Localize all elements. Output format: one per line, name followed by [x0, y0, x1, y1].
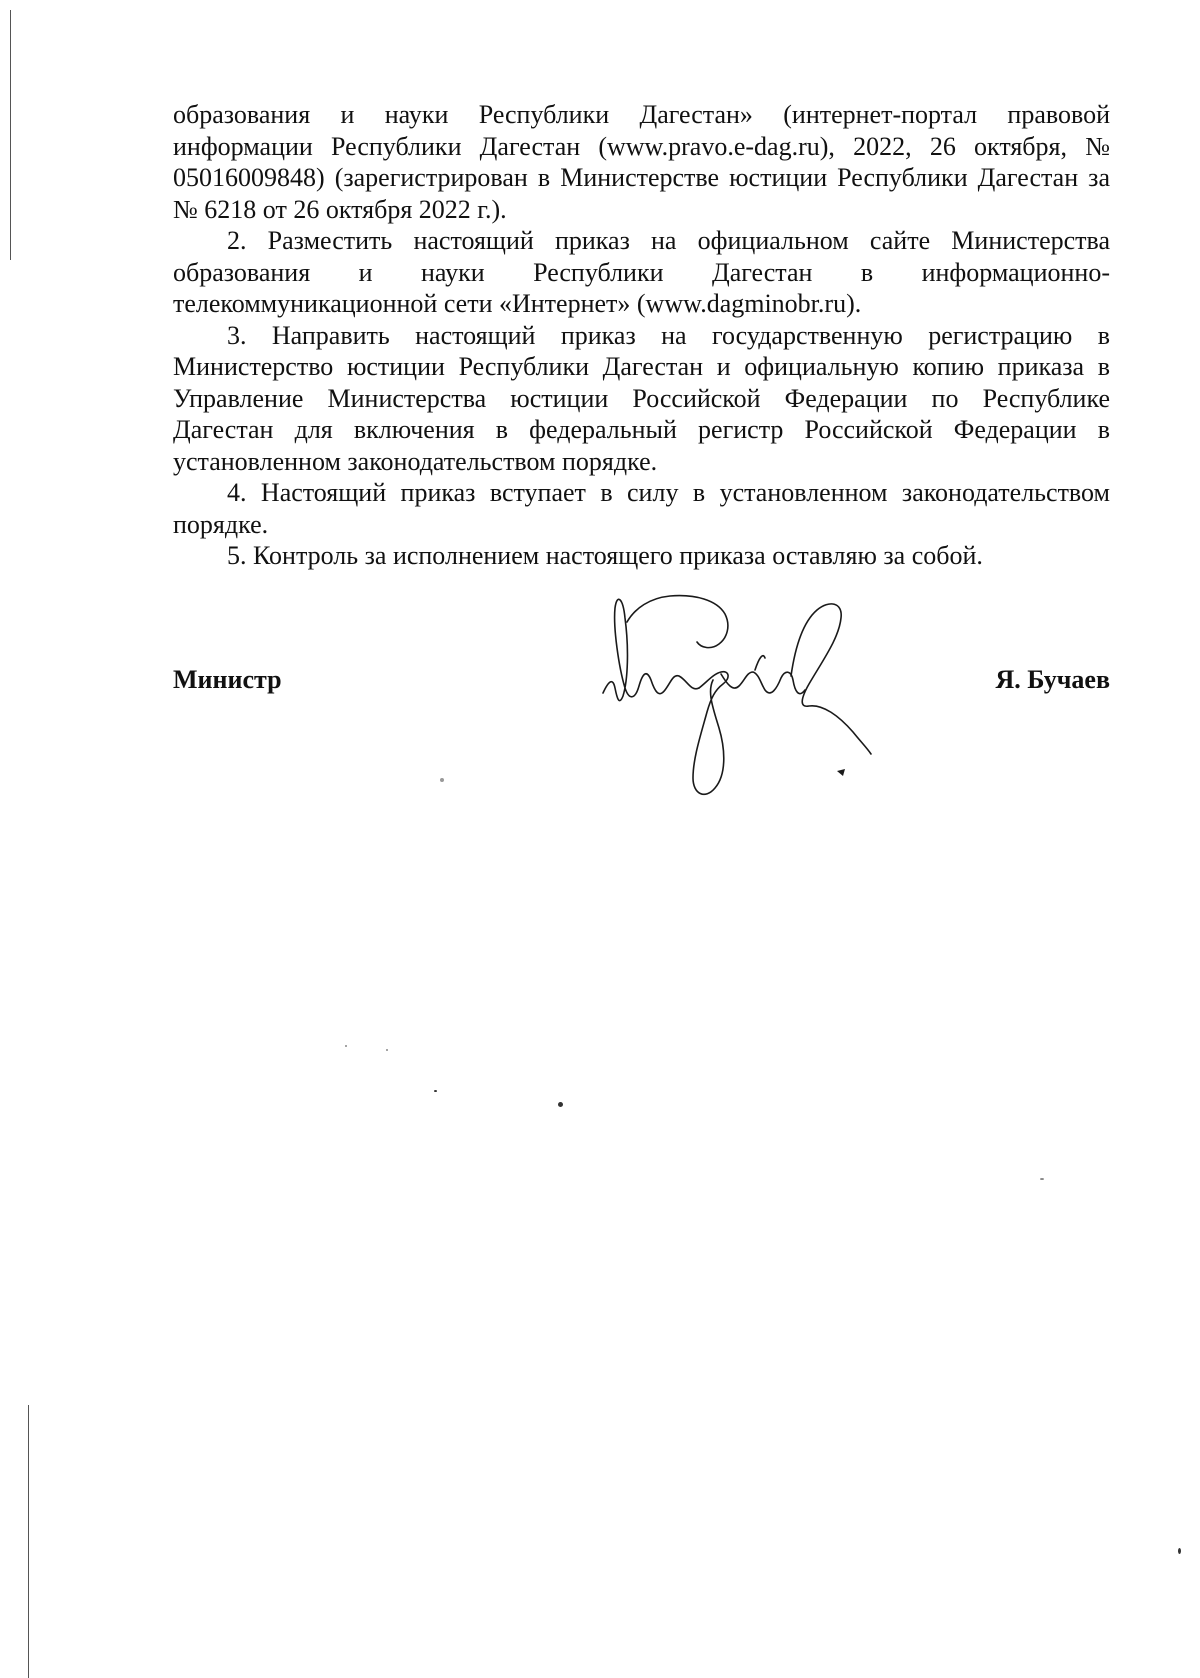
scan-speck	[434, 1090, 437, 1092]
scan-edge-line-top	[10, 10, 11, 260]
signatory-title: Министр	[173, 665, 282, 694]
paragraph-item-5: 5. Контроль за исполнением настоящего приказа оставляю за собой.	[227, 541, 983, 570]
scan-speck	[1178, 1548, 1181, 1554]
handwritten-signature	[595, 588, 895, 818]
paragraph-item-4: 4. Настоящий приказ вступает в силу в установленном законодательством порядке.	[173, 478, 1110, 539]
signatory-name: Я. Бучаев	[995, 665, 1110, 694]
paragraph-continuation: образования и науки Республики Дагестан» (интернет-портал правовой информации Республики Дагестан (www.pravo.e-dag.ru), 2022, 26 октября, № 05016009848) (зарегистрирован в Министерстве юстиции Республики Дагестан за № 6218 от 26 октября 2022 г.).	[173, 100, 1110, 224]
scan-speck	[440, 778, 444, 782]
scan-speck	[386, 1049, 388, 1051]
scan-speck	[558, 1102, 563, 1107]
document-body	[173, 99, 1110, 572]
scan-speck	[1040, 1178, 1044, 1180]
scan-speck	[345, 1045, 347, 1047]
paragraph-item-2: 2. Разместить настоящий приказ на официальном сайте Министерства образования и науки Республики Дагестан в информационно-телекоммуникационной сети «Интернет» (www.dagminobr.ru).	[173, 226, 1110, 318]
scan-edge-line-bottom	[28, 1405, 29, 1678]
paragraph-item-3: 3. Направить настоящий приказ на государственную регистрацию в Министерство юстиции Республики Дагестан и официальную копию приказа в Управление Министерства юстиции Российской Федерации по Республике Дагестан для включения в федеральный регистр Российской Федерации в установленном законодательством порядке.	[173, 320, 1110, 476]
